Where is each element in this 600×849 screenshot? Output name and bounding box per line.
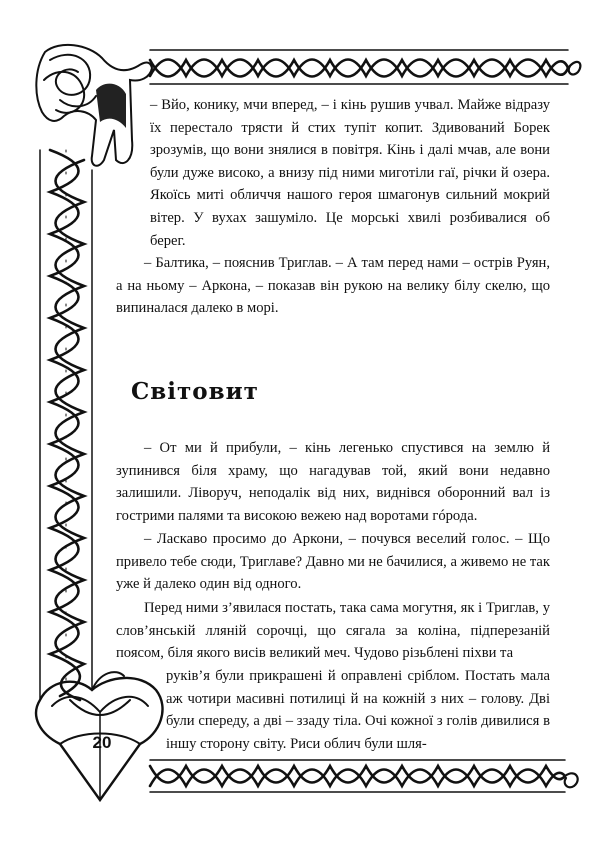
body-paragraph: – Балтика, – пояснив Триглав. – А там перед нами – острів Руян, а на ньому – Аркона, – показав він рукою на велику білу скелю, що випиналася далеко в морі. [116, 255, 550, 317]
corner-creature-outline [36, 45, 152, 166]
body-paragraph: Перед ними з’явилася постать, така сама могутня, як і Триглав, у слов’янській лляній сорочці, що сягала за коліна, підперезаній поясом, біля якого висів великий меч. Чудово різьблені піхви та [116, 600, 550, 662]
corner-creature-fill [96, 84, 126, 128]
body-paragraph: руків’я були прикрашені й оправлені сріблом. Постать мала аж чотири масивні потилиці й на кожній з них – голову. Дві були спереду, а дві – ззаду тіла. Очі кожної з голів дивилися в іншу сторону світу. Риси облич були шля- [166, 668, 550, 752]
chapter-heading: Світовит [131, 378, 259, 405]
body-paragraph: – От ми й прибули, – кінь легенько спустився на землю й зупинився біля храму, що нагадував той, який вони недавно залишили. Ліворуч, неподалік від них, виднівся оборонний вал із гострими палями та високою вежею над воротами гóрода. [116, 440, 550, 524]
left-border-weave-b [56, 160, 85, 700]
bottom-right-terminal [565, 773, 578, 787]
top-right-terminal [568, 62, 580, 75]
page-number: 20 [92, 733, 112, 752]
body-paragraph: – Ласкаво просимо до Аркони, – почувся веселий голос. – Що привело тебе сюди, Триглаве? Давно ми не бачилися, а живемо не так уже й далеко один від одного. [116, 531, 550, 593]
body-paragraph: – Вйо, конику, мчи вперед, – і кінь рушив учвал. Майже відразу їх перестало трясти й стих тупіт копит. Здивований Борек зрозумів, що вони знялися в повітря. Кінь і далі мчав, але вони були дуже високо, а внизу під ними миготіли гаї, річки й озера. Якоїсь миті обличчя нашого героя шмагонув сильний мокрий вітер. У вухах зашуміло. Це морські хвилі розбивалися об берег. [150, 97, 550, 249]
